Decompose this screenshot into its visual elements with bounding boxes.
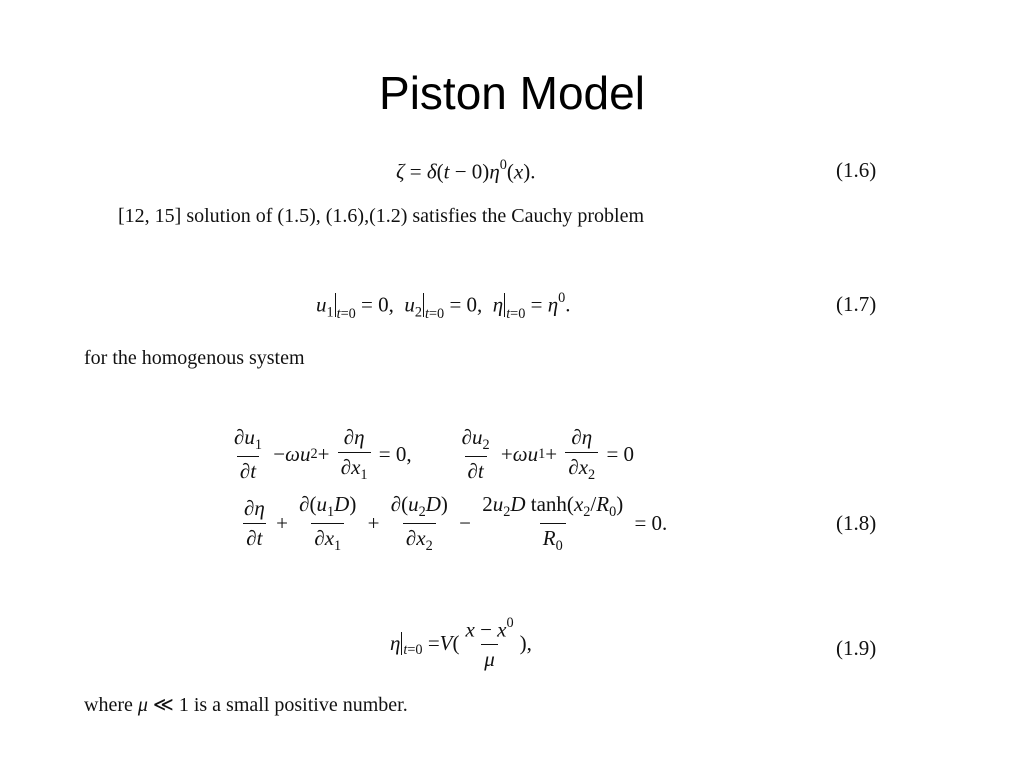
equation-1-9: η t=0 = V ( $\frac{x - x^0}{\mu}$ ), — [390, 615, 532, 672]
equation-number-1-6: (1.6) — [836, 158, 877, 182]
equation-number-1-7: (1.7) — [836, 292, 877, 316]
equation-1-7: $u_1$ $_{t=0}$ = 0, $u_2$ $_{t=0}$ = 0, η $_{t=0} = \eta^0$. — [316, 290, 571, 322]
where-prefix: where — [84, 694, 138, 716]
equation-1-6: $\zeta = \delta(t - 0)\eta^0(x)$. — [396, 157, 536, 184]
equation-number-1-9: (1.9) — [836, 636, 877, 660]
cauchy-sentence: [12, 15] solution of (1.5), (1.6),(1.2) satisfies the Cauchy problem — [118, 205, 645, 227]
equation-1-8-line-1: $\frac{\partial u_1}{\partial t}$ − ω u 2 + $\frac{\partial\eta}{\partial x_1}$ = 0, $\frac{\partial u_2}{\partial t}$ + ω u 1 + $\frac{\partial\eta}{\partial x_2}$ = 0 — [234, 425, 635, 483]
equation-1-8-line-2: $\frac{\partial\eta}{\partial t}$ + $\frac{\partial(u_1D)}{\partial x_1}$ + $\frac{\partial(u_2D)}{\partial x_2}$ − $\frac{2u_2D \tanh(x_2/R_0)}{R_0}$ = 0. — [244, 492, 668, 554]
where-sentence — [84, 692, 408, 717]
mu-symbol: μ — [137, 694, 148, 716]
where-rest: ≪ 1 is a small positive number. — [147, 694, 408, 716]
homogenous-sentence: for the homogenous system — [84, 347, 305, 369]
equation-number-1-8: (1.8) — [836, 511, 877, 535]
slide-title: Piston Model — [379, 67, 645, 119]
